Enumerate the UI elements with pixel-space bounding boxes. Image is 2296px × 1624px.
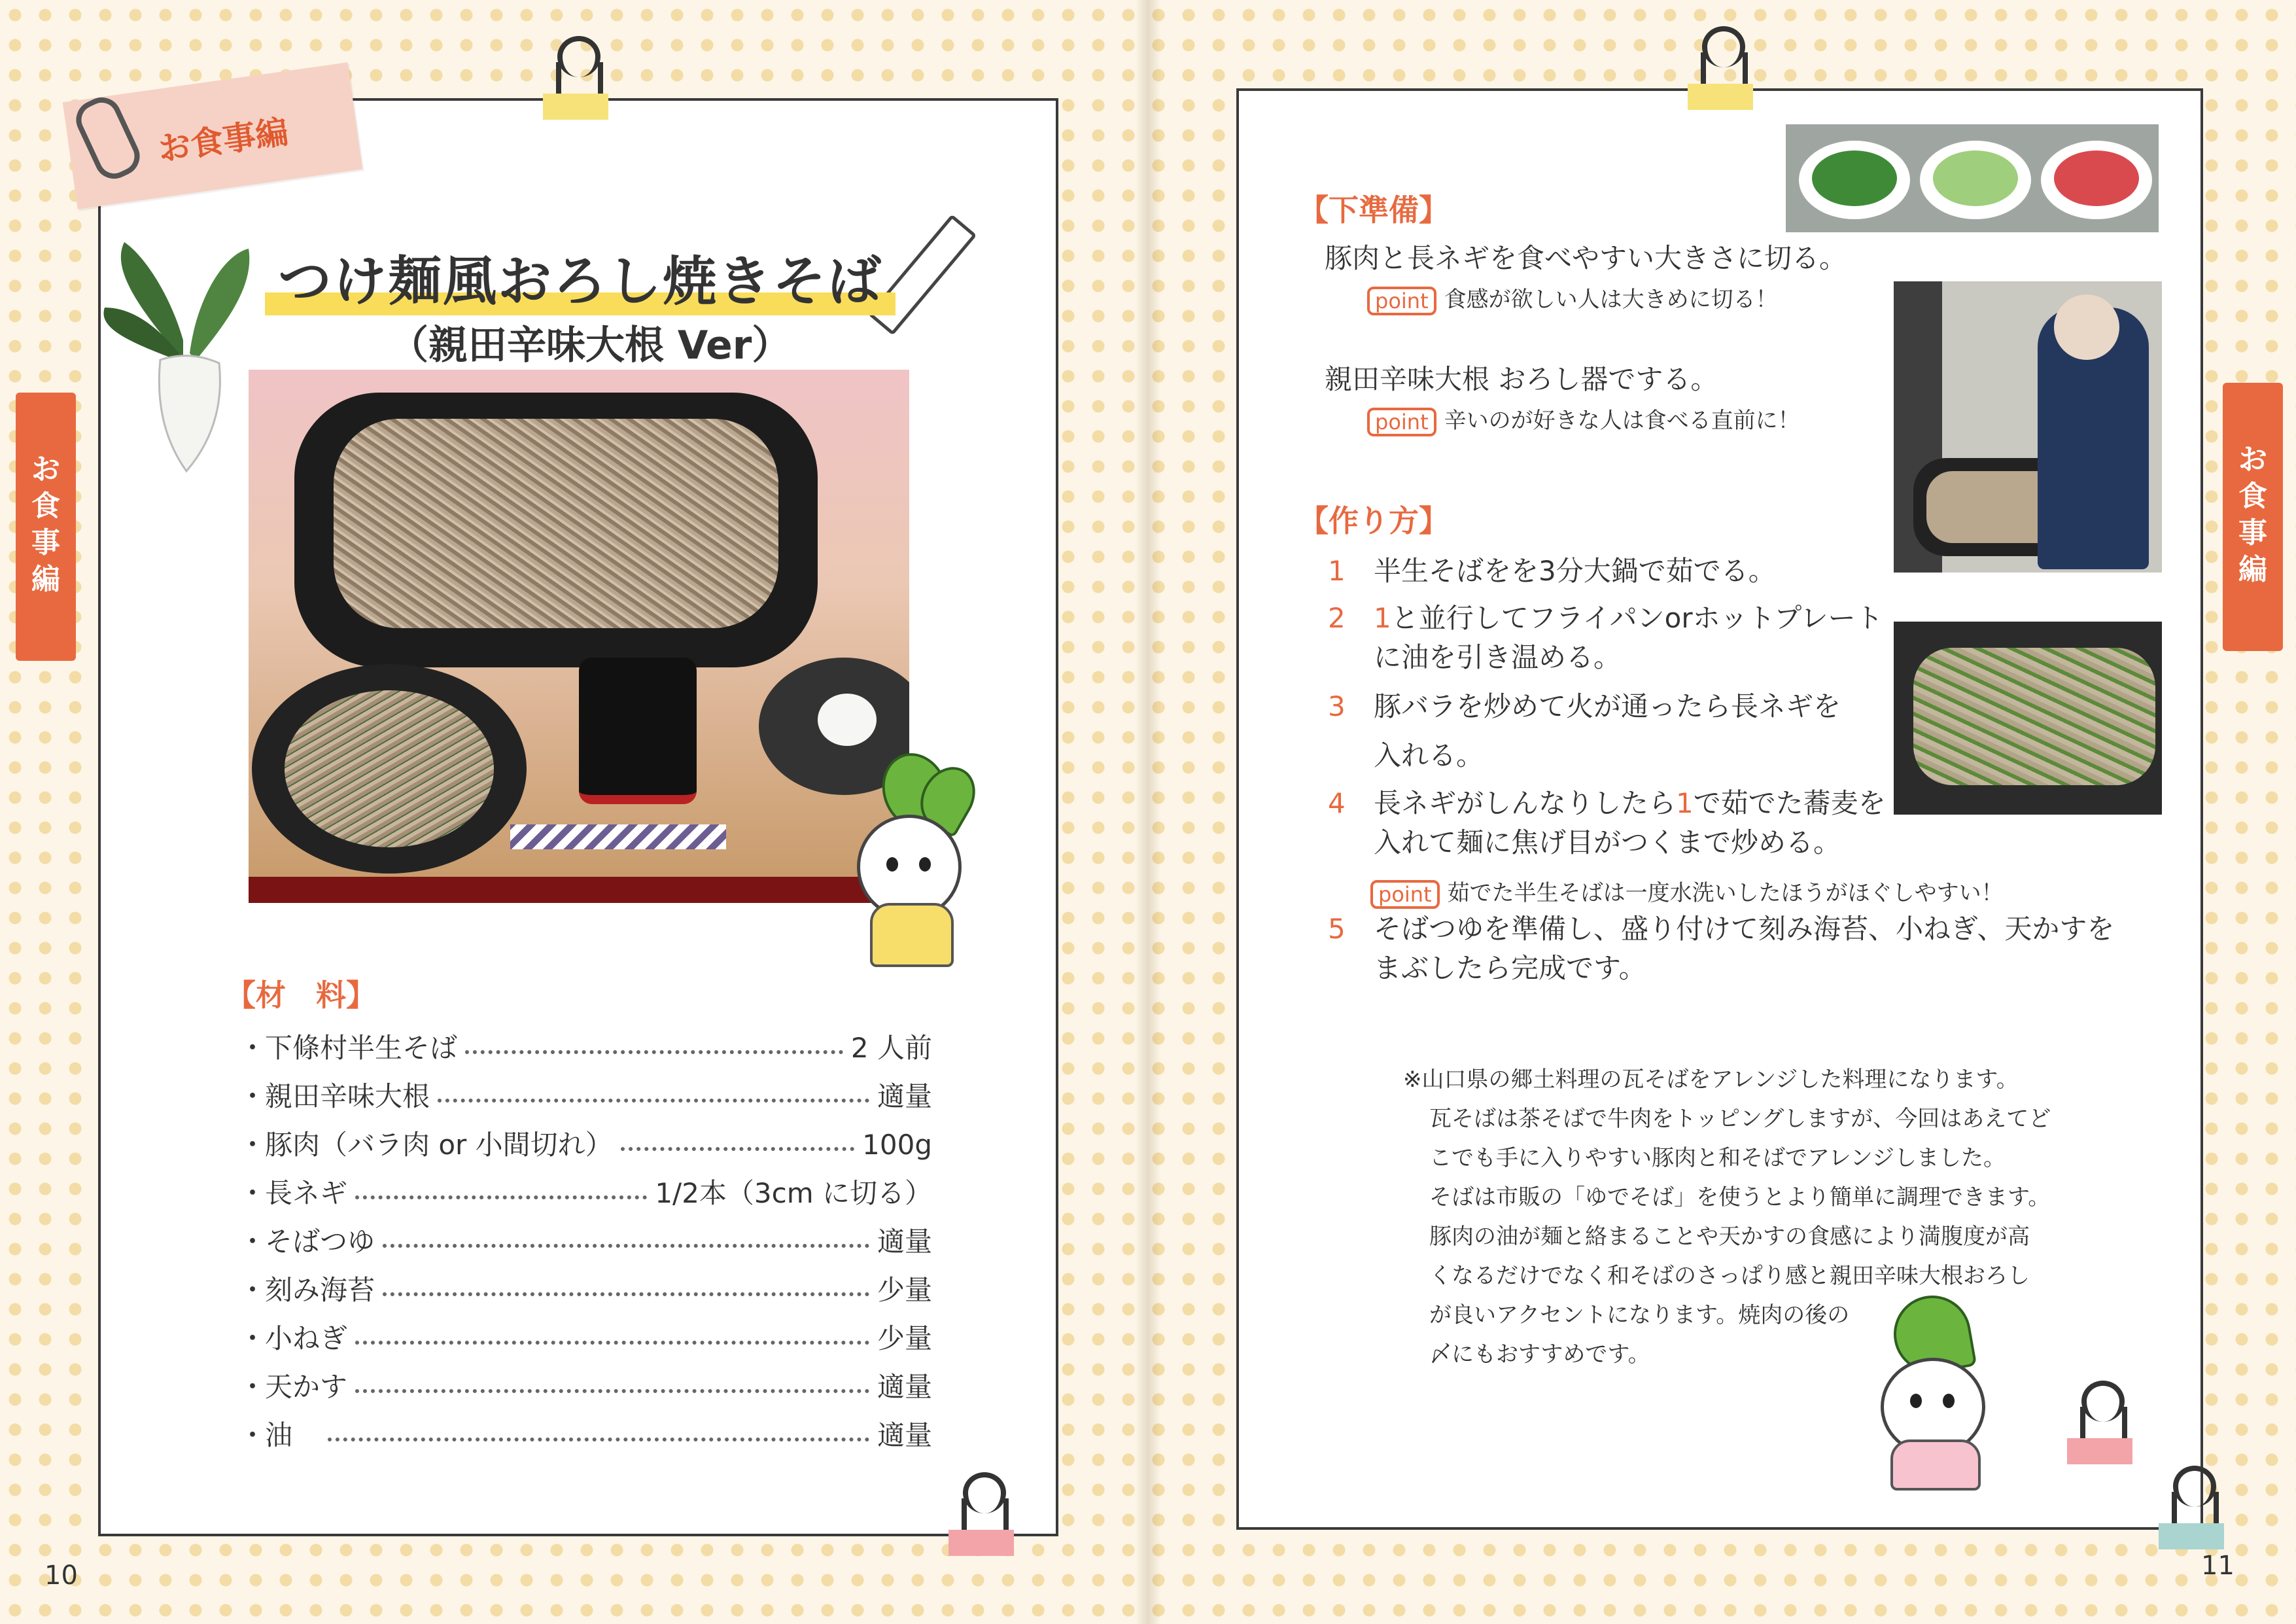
ingredient-qty: 適量 [877, 1080, 932, 1112]
recipe-title: つけ麺風おろし焼きそば [265, 239, 896, 315]
radish-icon [98, 229, 268, 478]
list-item [239, 1024, 932, 1072]
ingredient-name: 豚肉（バラ肉 or 小間切れ） [265, 1129, 613, 1161]
page-number-left: 10 [44, 1561, 78, 1591]
note-line: こでも手に入りやすい豚肉と和そばでアレンジしました。 [1429, 1145, 2006, 1171]
step-2: 2 1と並行してフライパンorホットプレート [1328, 602, 1883, 634]
stir-fry-photo [1894, 622, 2162, 815]
dish-photo [249, 370, 909, 903]
note-line: そばは市販の「ゆでそば」を使うとより簡単に調理できます。 [1429, 1184, 2051, 1210]
binder-clip-icon [1688, 26, 1753, 111]
recipe-subtitle: （親田辛味大根 Ver） [389, 323, 791, 368]
ingredients-heading: 【材 料】 [226, 978, 376, 1013]
bullet: ・ [239, 1322, 267, 1354]
point-badge: point [1367, 287, 1436, 315]
step-2-cont: に油を引き温める。 [1374, 641, 1622, 673]
bullet: ・ [239, 1226, 267, 1258]
binder-clip-icon [543, 36, 608, 121]
step-4: 4 長ネギがしんなりしたら1で茹でた蕎麦を [1328, 787, 1886, 819]
cooking-photo [1894, 281, 2162, 573]
bullet: ・ [239, 1080, 267, 1112]
hotplate [294, 393, 818, 667]
ingredient-qty: 100g [862, 1129, 932, 1161]
ingredient-name: 親田辛味大根 [265, 1080, 430, 1112]
list-item [239, 1121, 932, 1169]
page-number-right: 11 [2201, 1551, 2235, 1581]
bullet: ・ [239, 1032, 267, 1064]
side-tab-label: お食事編 [31, 453, 60, 596]
note-line: 豚肉の油が麺と絡まることや天かすの食感により満腹度が高 [1429, 1224, 2030, 1250]
steps-heading: 【作り方】 [1298, 503, 1449, 538]
note-line: 瓦そばは茶そばで牛肉をトッピングしますが、今回はあえてど [1429, 1106, 2051, 1132]
prep-ingredients-photo [1786, 124, 2159, 232]
list-item [239, 1072, 932, 1121]
binder-clip-icon [2067, 1381, 2132, 1466]
bullet: ・ [239, 1419, 267, 1451]
note-line: くなるだけでなく和そばのさっぱり感と親田辛味大根おろし [1429, 1263, 2030, 1289]
serving-plate [252, 664, 527, 874]
list-item [239, 1169, 932, 1218]
bullet: ・ [239, 1129, 267, 1161]
ingredient-qty: 適量 [877, 1226, 932, 1258]
binder-clip-icon [2159, 1466, 2224, 1551]
book-gutter [1135, 0, 1161, 1624]
ingredient-name: 下條村半生そば [265, 1032, 458, 1064]
prep-heading: 【下準備】 [1298, 192, 1449, 228]
prep-point-1: point 食感が欲しい人は大きめに切る！ [1367, 280, 1778, 319]
ingredient-name: 油 [265, 1419, 321, 1451]
list-item [239, 1315, 932, 1363]
list-item [239, 1411, 932, 1460]
ingredient-qty: 2 人前 [850, 1032, 932, 1064]
step-3-cont: 入れる。 [1374, 739, 1484, 771]
point-badge: point [1370, 880, 1440, 909]
side-tab-left [16, 393, 76, 661]
soba-tsuyu-cup [579, 658, 697, 804]
step-3: 3 豚バラを炒めて火が通ったら長ネギを [1328, 690, 1841, 722]
ingredient-qty: 適量 [877, 1371, 932, 1403]
side-tab-right [2223, 383, 2283, 651]
ingredient-qty: 1/2本（3cm に切る） [655, 1177, 932, 1209]
ingredient-name: 刻み海苔 [265, 1274, 375, 1306]
step-4-point: point 茹でた半生そばは一度水洗いしたほうがほぐしやすい！ [1370, 874, 2004, 913]
list-item [239, 1218, 932, 1266]
side-tab-label: お食事編 [2238, 443, 2267, 586]
prep-step-1: 豚肉と長ネギを食べやすい大きさに切る。 [1325, 242, 1847, 274]
chopsticks [510, 824, 726, 849]
prep-point-2: point 辛いのが好きな人は食べる直前に！ [1367, 401, 1800, 440]
step-4-cont: 入れて麺に焦げ目がつくまで炒める。 [1374, 826, 1841, 858]
note-line: 〆にもおすすめです。 [1429, 1341, 1650, 1368]
ingredient-name: そばつゆ [265, 1226, 375, 1258]
point-badge: point [1367, 408, 1436, 436]
ingredient-qty: 少量 [877, 1274, 932, 1306]
bullet: ・ [239, 1274, 267, 1306]
note-line: ※山口県の郷土料理の瓦そばをアレンジした料理になります。 [1403, 1067, 2019, 1093]
bullet: ・ [239, 1177, 267, 1209]
bullet: ・ [239, 1371, 267, 1403]
step-5-cont: まぶしたら完成です。 [1374, 952, 1646, 984]
step-5: 5 そばつゆを準備し、盛り付けて刻み海苔、小ねぎ、天かすを [1328, 913, 2115, 945]
list-item [239, 1363, 932, 1411]
ingredients-list [239, 1024, 932, 1460]
prep-step-2: 親田辛味大根 おろし器でする。 [1325, 363, 1718, 395]
ingredient-name: 長ネギ [265, 1177, 348, 1209]
ingredient-qty: 少量 [877, 1322, 932, 1354]
list-item [239, 1266, 932, 1315]
note-line: が良いアクセントになります。焼肉の後の [1429, 1302, 1850, 1328]
ingredient-name: 小ねぎ [265, 1322, 348, 1354]
ingredient-qty: 適量 [877, 1419, 932, 1451]
mascot-illustration [844, 752, 988, 962]
ingredient-name: 天かす [265, 1371, 348, 1403]
binder-clip-icon [948, 1472, 1014, 1557]
category-tag-label: お食事編 [156, 113, 291, 169]
mascot-illustration [1868, 1296, 2011, 1479]
step-1: 1 半生そばをを3分大鍋で茹でる。 [1328, 555, 1776, 587]
